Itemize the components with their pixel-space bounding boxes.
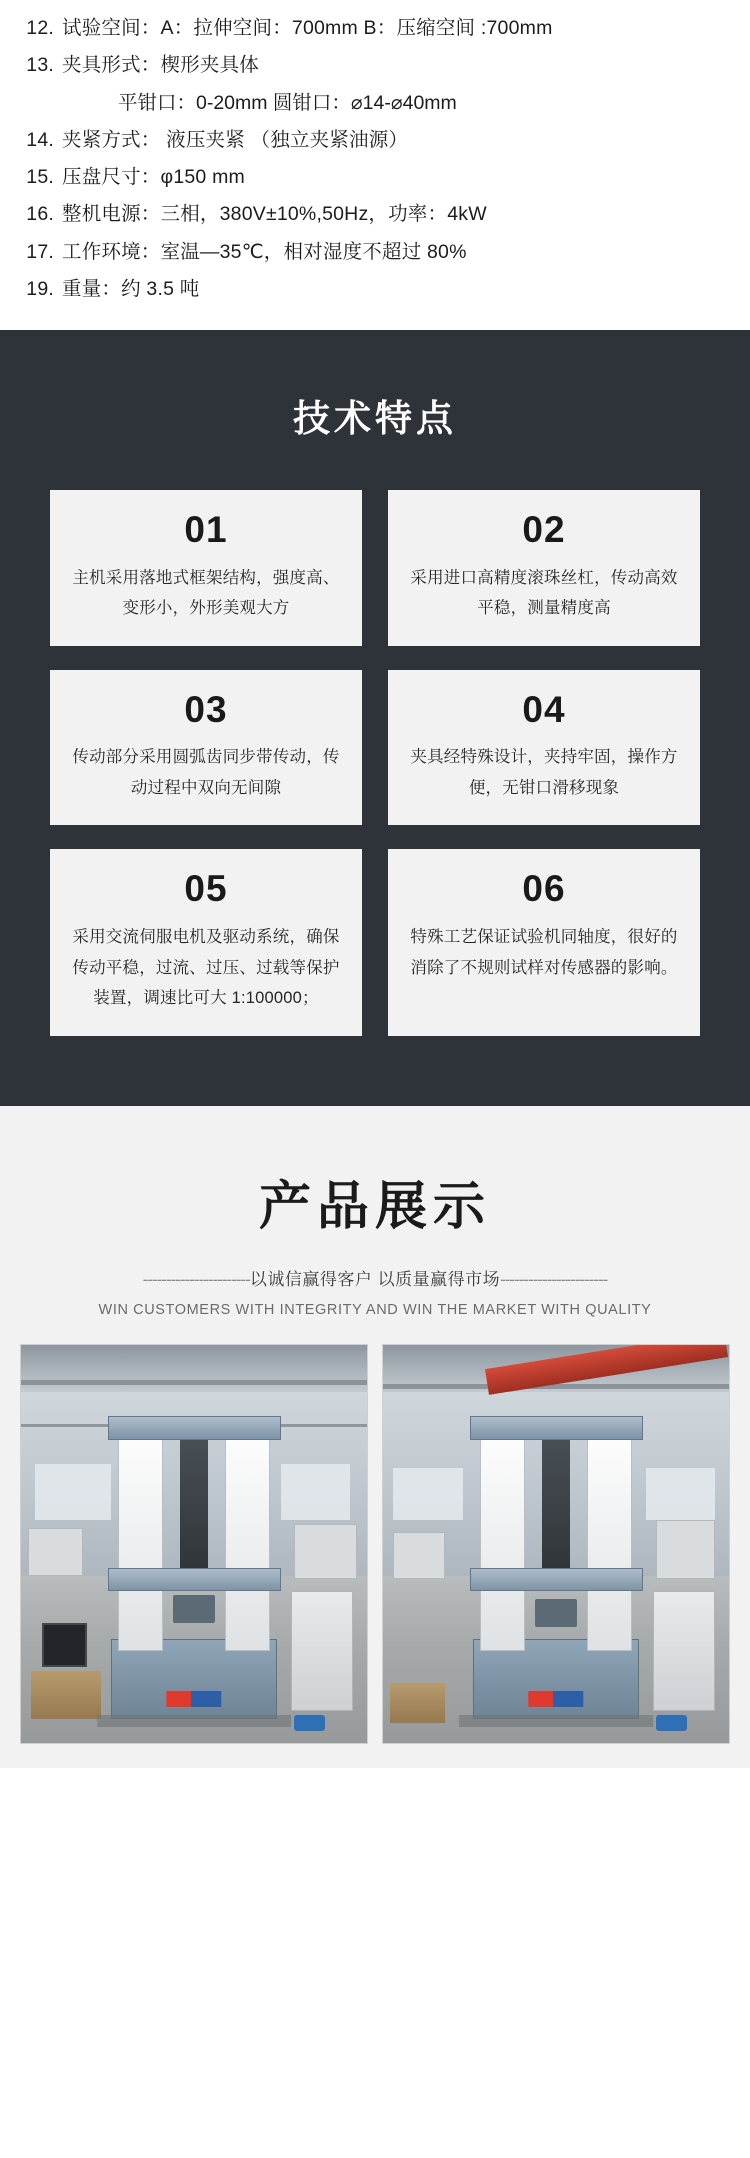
spec-row bbox=[0, 10, 750, 47]
photo-covered-cart bbox=[291, 1591, 353, 1710]
spec-text: 压盘尺寸：φ150 mm bbox=[62, 166, 245, 188]
spec-text: 重量：约 3.5 吨 bbox=[62, 277, 200, 300]
spec-number: 13. bbox=[26, 54, 54, 77]
spec-row bbox=[0, 196, 750, 233]
feature-number: 04 bbox=[522, 688, 566, 730]
technical-features-section bbox=[0, 330, 750, 1106]
photo-machine-label bbox=[166, 1691, 221, 1707]
feature-card bbox=[50, 670, 362, 826]
photo-machine-column bbox=[225, 1432, 270, 1651]
photo-blue-object bbox=[656, 1715, 687, 1731]
feature-card-grid bbox=[0, 490, 750, 1036]
spec-text: 试验空间：A：拉伸空间：700mm B：压缩空间 :700mm bbox=[62, 17, 553, 39]
product-showcase-section bbox=[0, 1106, 750, 1768]
spec-number: 19. bbox=[26, 277, 54, 300]
photo-covered-cart bbox=[653, 1591, 715, 1710]
photo-window bbox=[393, 1468, 462, 1520]
product-photo-left bbox=[20, 1344, 368, 1744]
photo-equipment-box bbox=[294, 1524, 356, 1580]
photo-machine-crosshead bbox=[470, 1568, 643, 1592]
feature-description: 主机采用落地式框架结构，强度高、变形小，外形美观大方 bbox=[72, 568, 340, 618]
photo-machine-center-column bbox=[542, 1424, 570, 1583]
photo-equipment-box bbox=[393, 1532, 445, 1580]
feature-description: 采用交流伺服电机及驱动系统，确保传动平稳，过流、过压、过载等保护装置，调速比可大 1:100000； bbox=[72, 928, 340, 1008]
photo-window bbox=[646, 1468, 715, 1520]
spec-number: 15. bbox=[26, 166, 54, 188]
features-title: 技术特点 bbox=[293, 398, 457, 439]
photo-machine-crosshead bbox=[108, 1568, 281, 1592]
feature-card bbox=[388, 849, 700, 1035]
photo-machine-grip bbox=[535, 1599, 577, 1627]
spec-text: 夹紧方式： 液压夹紧 （独立夹紧油源） bbox=[62, 128, 409, 151]
feature-number: 01 bbox=[184, 509, 228, 550]
photo-floor-pad bbox=[459, 1715, 653, 1727]
spec-row bbox=[0, 271, 750, 308]
photo-equipment-box bbox=[656, 1520, 715, 1580]
spec-text: 整机电源：三相，380V±10%,50Hz，功率：4kW bbox=[62, 203, 487, 226]
photo-wood-pallet bbox=[31, 1671, 100, 1719]
product-photo-row bbox=[0, 1344, 750, 1744]
photo-blue-object bbox=[294, 1715, 325, 1731]
feature-number: 03 bbox=[184, 688, 228, 730]
spec-row bbox=[0, 122, 750, 159]
spec-continuation-line: 平钳口：0-20mm 圆钳口：⌀14-⌀40mm bbox=[118, 91, 457, 114]
feature-description: 夹具经特殊设计，夹持牢固，操作方便，无钳口滑移现象 bbox=[410, 748, 678, 797]
spec-text: 夹具形式：楔形夹具体 bbox=[62, 54, 260, 77]
photo-window bbox=[35, 1464, 111, 1520]
subtitle-dash-left: ----------------------- bbox=[142, 1269, 250, 1289]
spec-row bbox=[0, 234, 750, 271]
feature-number: 02 bbox=[522, 509, 566, 550]
subtitle-dash-right: ----------------------- bbox=[500, 1269, 608, 1289]
subtitle-text: 以诚信赢得客户 以质量赢得市场 bbox=[249, 1269, 501, 1289]
feature-number: 06 bbox=[522, 868, 566, 910]
spec-number: 14. bbox=[26, 128, 54, 151]
photo-machine-label bbox=[528, 1691, 583, 1707]
photo-beam bbox=[21, 1380, 367, 1385]
photo-equipment-box bbox=[28, 1528, 83, 1576]
photo-monitor bbox=[42, 1623, 87, 1667]
spec-number: 16. bbox=[26, 203, 54, 226]
photo-machine-crosshead bbox=[470, 1416, 643, 1440]
feature-description: 采用进口高精度滚珠丝杠，传动高效平稳，测量精度高 bbox=[410, 568, 678, 618]
product-photo-right bbox=[382, 1344, 730, 1744]
feature-card bbox=[388, 490, 700, 646]
feature-description: 特殊工艺保证试验机同轴度，很好的消除了不规则试样对传感器的影响。 bbox=[410, 928, 678, 977]
feature-card bbox=[50, 849, 362, 1035]
spec-number: 17. bbox=[26, 240, 54, 263]
feature-description: 传动部分采用圆弧齿同步带传动，传动过程中双向无间隙 bbox=[72, 748, 340, 797]
photo-floor-pad bbox=[97, 1715, 291, 1727]
photo-machine-column bbox=[587, 1432, 632, 1651]
spec-number: 12. bbox=[26, 17, 54, 39]
specifications-section bbox=[0, 0, 750, 330]
photo-machine-grip bbox=[173, 1595, 215, 1623]
photo-window bbox=[281, 1464, 350, 1520]
photo-machine-crosshead bbox=[108, 1416, 281, 1440]
spec-row bbox=[0, 47, 750, 84]
showcase-english-slogan: WIN CUSTOMERS WITH INTEGRITY AND WIN THE MARKET WITH QUALITY bbox=[98, 1301, 652, 1318]
photo-machine-column bbox=[118, 1432, 163, 1651]
feature-card bbox=[388, 670, 700, 826]
feature-number: 05 bbox=[184, 868, 228, 910]
showcase-subtitle bbox=[0, 1265, 750, 1290]
photo-machine-center-column bbox=[180, 1424, 208, 1583]
spec-row bbox=[0, 159, 750, 196]
feature-card bbox=[50, 490, 362, 646]
photo-machine-column bbox=[480, 1432, 525, 1651]
spec-text: 工作环境：室温—35℃，相对湿度不超过 80% bbox=[62, 240, 467, 263]
photo-beam bbox=[383, 1384, 729, 1389]
showcase-title: 产品展示 bbox=[258, 1177, 491, 1236]
photo-wood-pallet bbox=[390, 1683, 445, 1723]
